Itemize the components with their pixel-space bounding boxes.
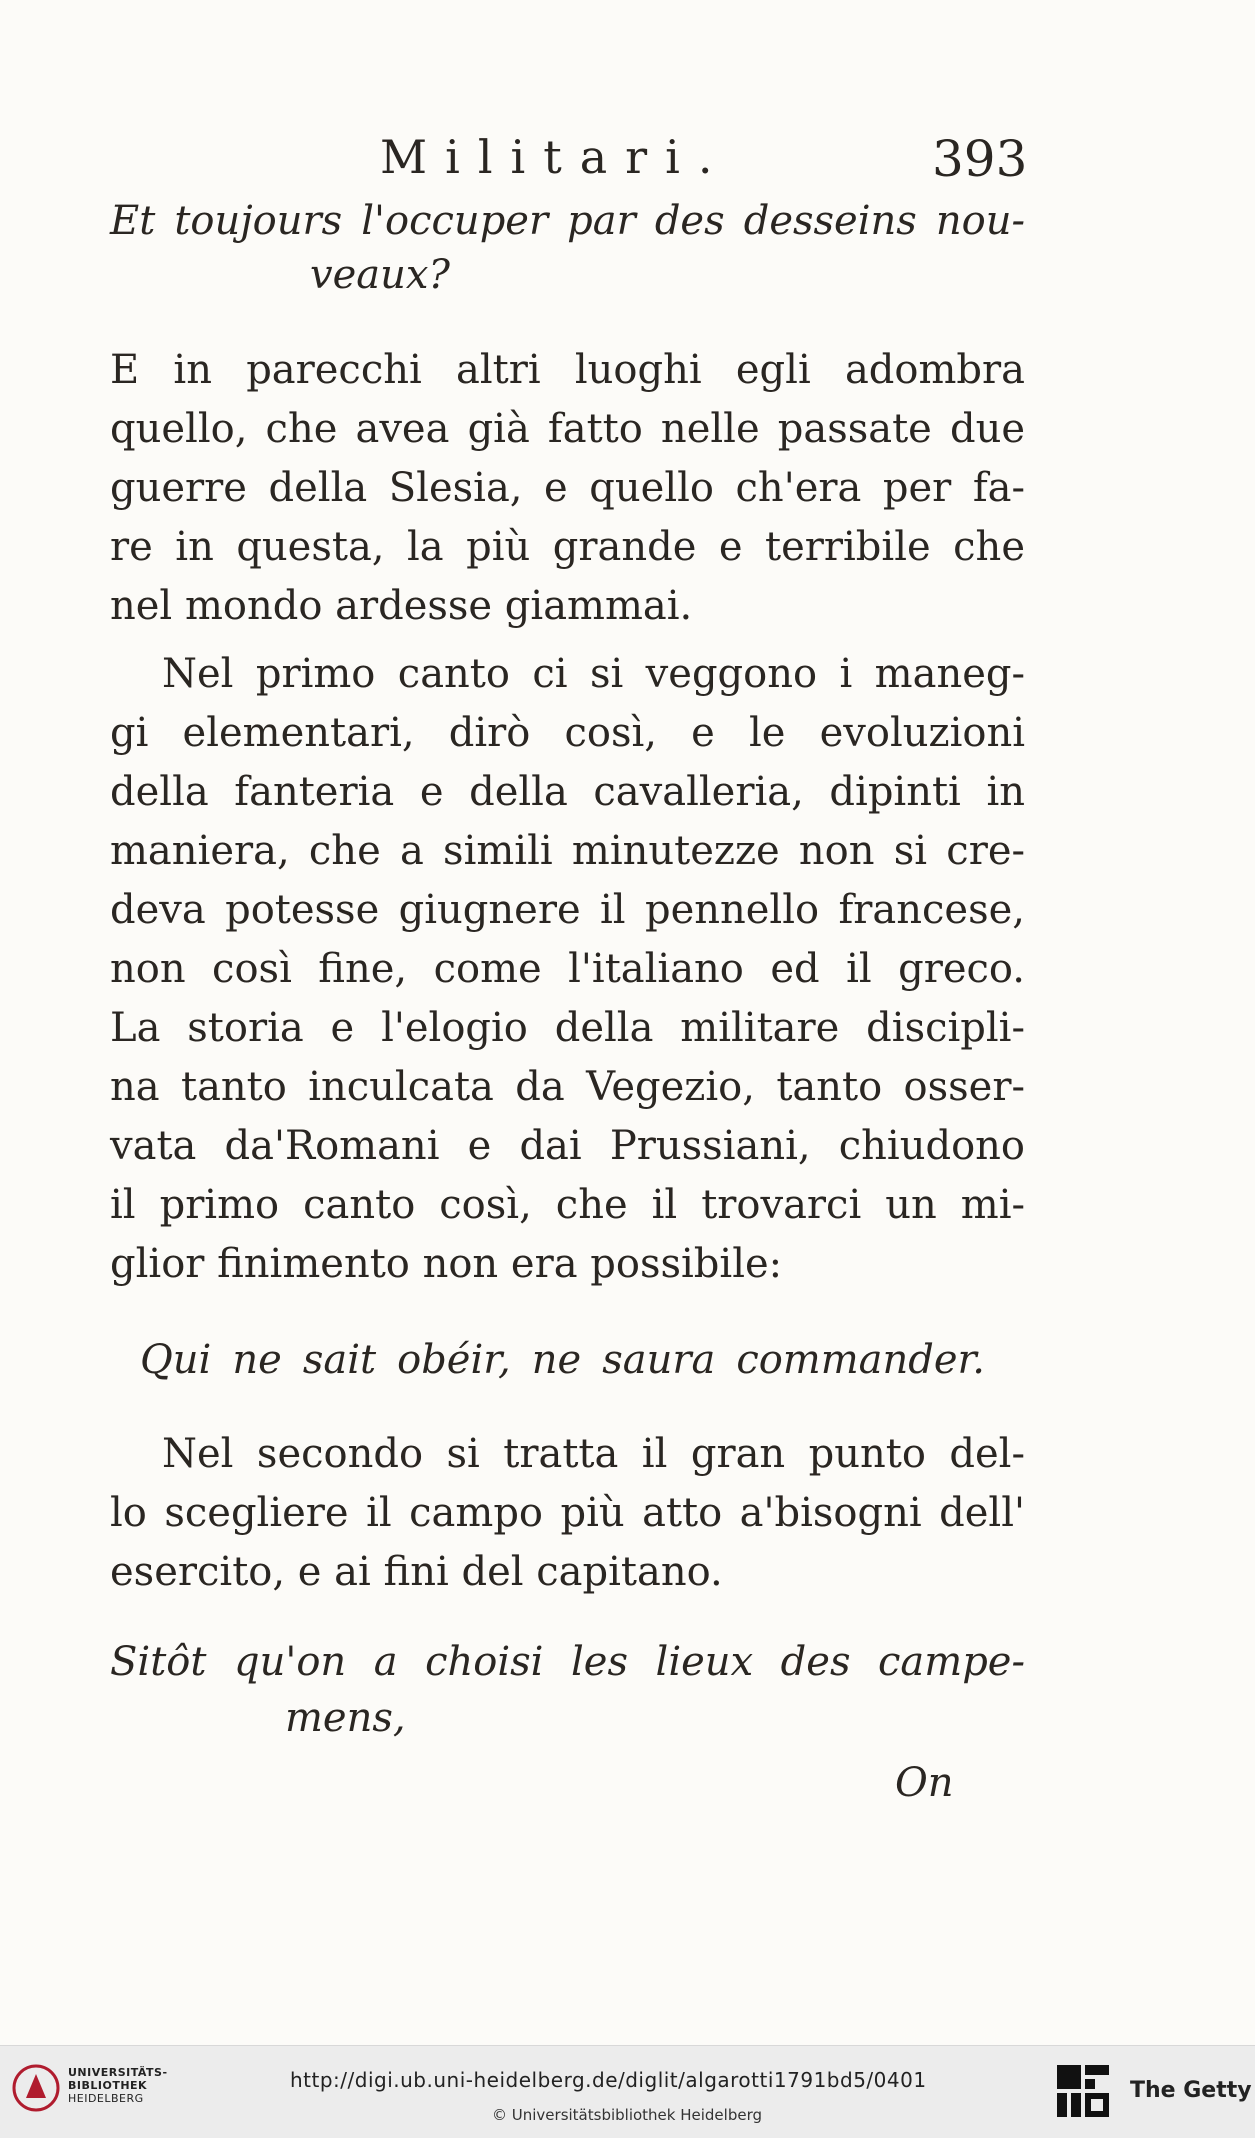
- running-title: Militari.: [380, 130, 731, 184]
- text-line: re in questa, la più grande e terribile che: [110, 524, 1025, 570]
- text-line: La storia e l'elogio della militare discipli-: [110, 1005, 1025, 1051]
- text-line: quello, che avea già fatto nelle passate due: [110, 406, 1025, 452]
- text-line: della fanteria e della cavalleria, dipinti in: [110, 769, 1025, 815]
- page-number: 393: [932, 130, 1028, 188]
- text-line: esercito, e ai fini del capitano.: [110, 1549, 723, 1595]
- text-line: Et toujours l'occuper par des desseins nou-: [110, 198, 1025, 244]
- text-line: gi elementari, dirò così, e le evoluzioni: [110, 710, 1025, 756]
- text-line: vata da'Romani e dai Prussiani, chiudono: [110, 1123, 1025, 1169]
- verse-quote: Sitôt qu'on a choisi les lieux des campe-: [110, 1639, 1025, 1685]
- text-line: E in parecchi altri luoghi egli adombra: [110, 347, 1025, 393]
- text-line: Nel primo canto ci si veggono i maneg-: [162, 651, 1025, 697]
- library-logo-text: UNIVERSITÄTS- BIBLIOTHEK HEIDELBERG: [68, 2066, 168, 2105]
- text-line: non così fine, come l'italiano ed il greco.: [110, 946, 1025, 992]
- getty-name: The Getty: [1130, 2078, 1252, 2103]
- text-line: Nel secondo si tratta il gran punto del-: [162, 1431, 1025, 1477]
- copyright-notice: © Universitätsbibliothek Heidelberg: [492, 2106, 763, 2124]
- text-line: veaux?: [310, 252, 450, 298]
- text-line: deva potesse giugnere il pennello francese,: [110, 887, 1025, 933]
- verse-quote: Qui ne sait obéir, ne saura commander.: [140, 1337, 985, 1383]
- getty-logo-icon: [1055, 2063, 1111, 2119]
- text-line: guerre della Slesia, e quello ch'era per fa-: [110, 465, 1025, 511]
- verse-quote: mens,: [285, 1695, 406, 1741]
- text-line: na tanto inculcata da Vegezio, tanto osser-: [110, 1064, 1025, 1110]
- university-seal-icon: [12, 2064, 60, 2112]
- text-line: il primo canto così, che il trovarci un mi-: [110, 1182, 1025, 1228]
- text-line: lo scegliere il campo più atto a'bisogni dell': [110, 1490, 1025, 1536]
- text-line: glior finimento non era possibile:: [110, 1241, 783, 1287]
- viewer-footer: [0, 2045, 1255, 2138]
- text-line: maniera, che a simili minutezze non si cre-: [110, 828, 1025, 874]
- catchword: On: [895, 1760, 954, 1806]
- permalink-url[interactable]: http://digi.ub.uni-heidelberg.de/diglit/algarotti1791bd5/0401: [290, 2068, 927, 2092]
- text-line: nel mondo ardesse giammai.: [110, 583, 693, 629]
